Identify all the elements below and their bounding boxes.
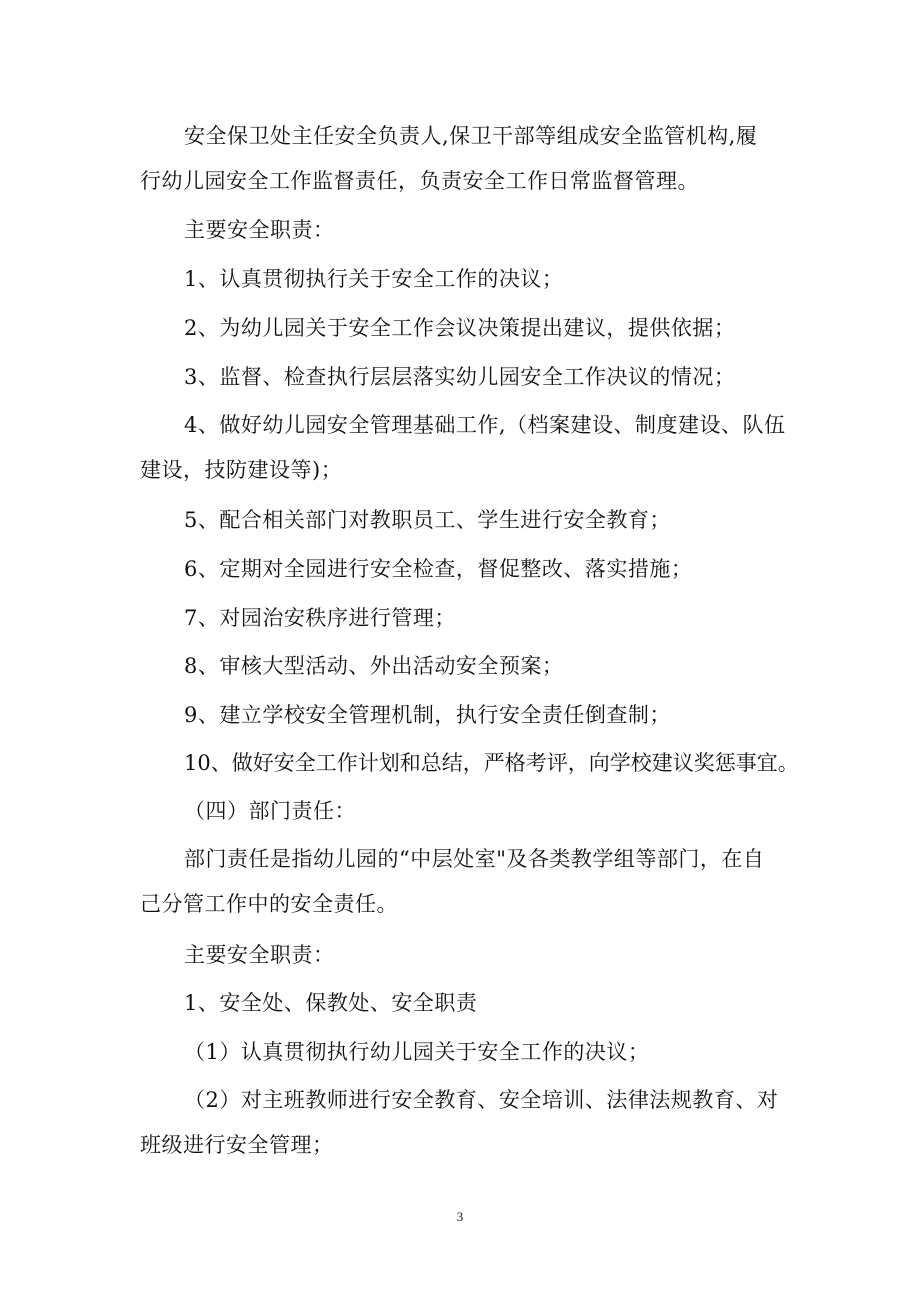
paragraph-line: 8、审核大型活动、外出活动安全预案； [184,654,564,678]
paragraph-line: （四）部门责任： [184,799,356,823]
paragraph-line: 3、监督、检查执行层层落实幼儿园安全工作决议的情况； [184,365,736,389]
paragraph-line: 主要安全职责： [184,943,335,967]
paragraph-line: 行幼儿园安全工作监督责任，负责安全工作日常监督管理。 [140,169,699,193]
paragraph-line: 10、做好安全工作计划和总结，严格考评，向学校建议奖惩事宜。 [184,751,799,775]
page-number: 3 [456,1209,464,1224]
paragraph-line: 主要安全职责： [184,218,335,242]
paragraph-line: 9、建立学校安全管理机制，执行安全责任倒查制； [184,703,671,727]
paragraph-line: 建设，技防建设等)； [140,458,343,482]
paragraph-line: （2）对主班教师进行安全教育、安全培训、法律法规教育、对 [184,1088,779,1112]
paragraph-line: 1、认真贯彻执行关于安全工作的决议； [184,267,564,291]
list-item-6 [140,547,782,592]
paragraph-line: 班级进行安全管理； [140,1133,334,1157]
list-item-7 [140,596,782,641]
paragraph-line: 己分管工作中的安全责任。 [140,892,398,916]
list-item-2 [140,306,782,351]
paragraph-line: 1、安全处、保教处、安全职责 [184,991,478,1015]
list-item-4 [140,403,786,493]
paragraph-main-duties-heading [140,208,782,253]
paragraph-department-definition [140,837,782,927]
sub-item-1 [140,1030,782,1075]
paragraph-main-duties-heading-2 [140,933,782,978]
sub-item-2 [140,1078,782,1168]
section-heading-department-responsibility [140,789,782,834]
paragraph-line: （1）认真贯彻执行幼儿园关于安全工作的决议； [184,1040,650,1064]
paragraph-security-office [140,114,782,204]
list-item-10 [140,741,799,786]
paragraph-line: 7、对园治安秩序进行管理； [184,606,456,630]
list-item-3 [140,355,782,400]
list-item-offices [140,981,782,1026]
paragraph-line: 2、为幼儿园关于安全工作会议决策提出建议，提供依据； [184,316,736,340]
paragraph-line: 安全保卫处主任安全负责人,保卫干部等组成安全监管机构,履 [184,124,758,148]
list-item-8 [140,644,782,689]
paragraph-line: 6、定期对全园进行安全检查，督促整改、落实措施； [184,557,693,581]
paragraph-line: 部门责任是指幼儿园的“中层处室"及各类教学组等部门，在自 [184,847,765,871]
paragraph-line: 4、做好幼儿园安全管理基础工作,（档案建设、制度建设、队伍 [184,413,786,437]
paragraph-line: 5、配合相关部门对教职员工、学生进行安全教育； [184,508,671,532]
list-item-1 [140,257,782,302]
list-item-5 [140,498,782,543]
list-item-9 [140,693,782,738]
